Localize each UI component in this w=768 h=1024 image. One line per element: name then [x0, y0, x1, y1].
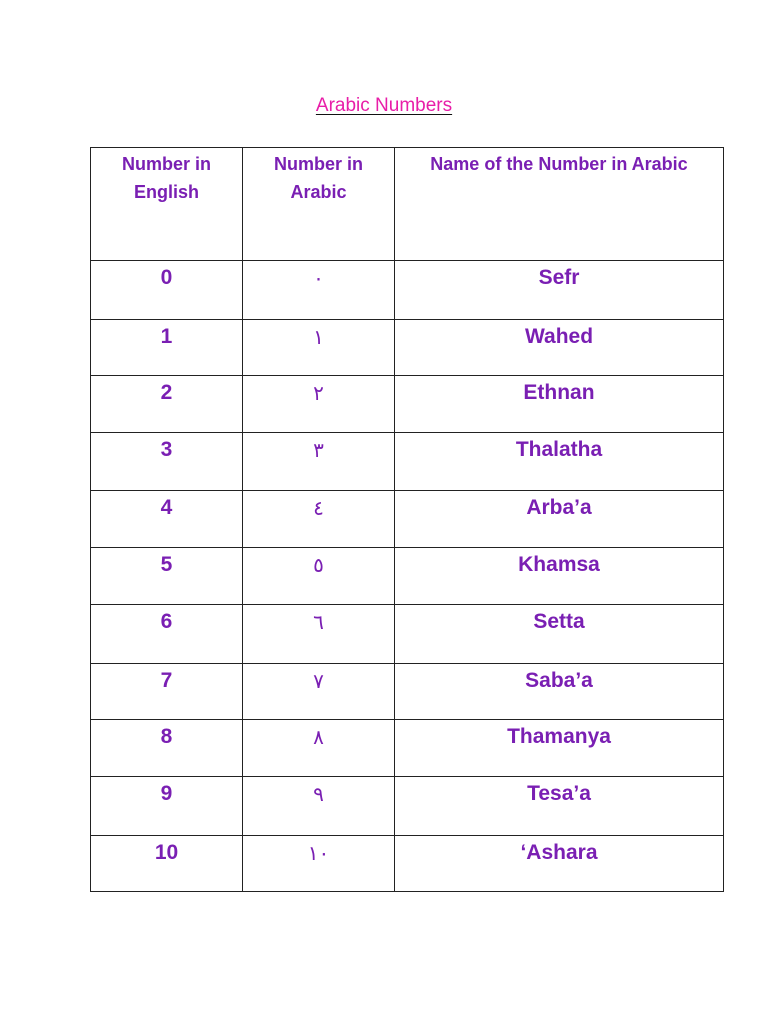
table-row — [91, 720, 724, 777]
cell-name: Thalatha — [395, 433, 724, 491]
header-name: Name of the Number in Arabic — [395, 148, 724, 261]
cell-english: 3 — [91, 433, 243, 491]
cell-english: 6 — [91, 605, 243, 664]
cell-arabic: ٣ — [243, 433, 395, 491]
table-row — [91, 836, 724, 892]
cell-name: ‘Ashara — [395, 836, 724, 892]
page-title: Arabic Numbers — [315, 95, 453, 116]
cell-english: 0 — [91, 261, 243, 320]
table-row — [91, 433, 724, 491]
table-row — [91, 491, 724, 548]
cell-name: Thamanya — [395, 720, 724, 777]
cell-arabic: ٤ — [243, 491, 395, 548]
table-row — [91, 548, 724, 605]
cell-name: Tesa’a — [395, 777, 724, 836]
header-arabic: Number in Arabic — [243, 148, 395, 261]
cell-english: 4 — [91, 491, 243, 548]
cell-name: Ethnan — [395, 376, 724, 433]
cell-english: 10 — [91, 836, 243, 892]
cell-name: Wahed — [395, 320, 724, 376]
table-header-row — [91, 148, 724, 261]
table-row — [91, 777, 724, 836]
cell-english: 2 — [91, 376, 243, 433]
cell-arabic: ١٠ — [243, 836, 395, 892]
table-row — [91, 261, 724, 320]
cell-arabic: ٥ — [243, 548, 395, 605]
cell-arabic: ٨ — [243, 720, 395, 777]
cell-arabic: ٢ — [243, 376, 395, 433]
table-row — [91, 664, 724, 720]
cell-english: 9 — [91, 777, 243, 836]
cell-name: Sefr — [395, 261, 724, 320]
cell-english: 5 — [91, 548, 243, 605]
cell-english: 1 — [91, 320, 243, 376]
cell-name: Arba’a — [395, 491, 724, 548]
table-row — [91, 605, 724, 664]
cell-arabic: ٩ — [243, 777, 395, 836]
cell-english: 8 — [91, 720, 243, 777]
cell-name: Khamsa — [395, 548, 724, 605]
cell-arabic: ١ — [243, 320, 395, 376]
cell-arabic: ٧ — [243, 664, 395, 720]
table-row — [91, 376, 724, 433]
numbers-table — [90, 147, 724, 892]
cell-arabic: ٦ — [243, 605, 395, 664]
table-row — [91, 320, 724, 376]
cell-english: 7 — [91, 664, 243, 720]
cell-name: Setta — [395, 605, 724, 664]
cell-arabic: ٠ — [243, 261, 395, 320]
header-english: Number in English — [91, 148, 243, 261]
cell-name: Saba’a — [395, 664, 724, 720]
